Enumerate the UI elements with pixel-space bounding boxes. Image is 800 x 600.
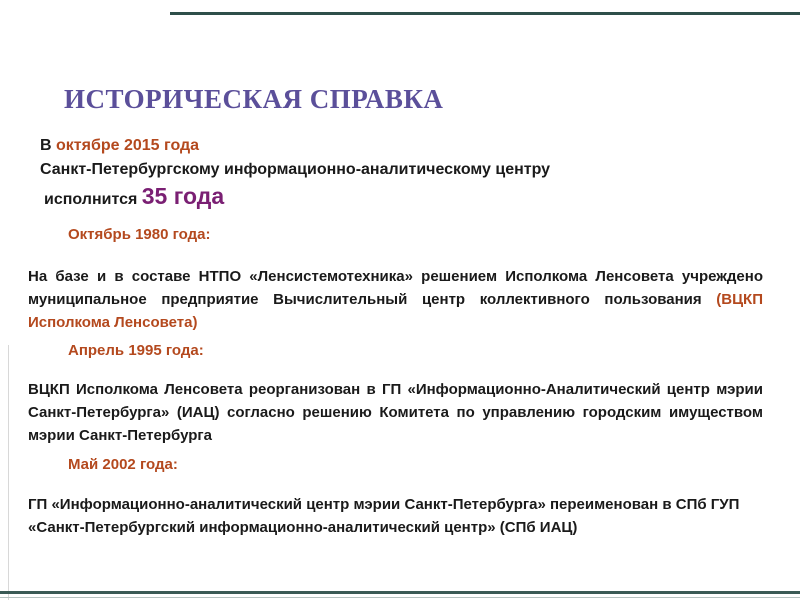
page-title: ИСТОРИЧЕСКАЯ СПРАВКА bbox=[64, 84, 444, 114]
left-divider-line bbox=[8, 345, 9, 600]
section-text-2002: ГП «Информационно-аналитический центр мэрии Санкт-Петербурга» переименован в СПб ГУП «Санкт-Петербургский информационно-аналитический центр» (СПб ИАЦ) bbox=[28, 496, 740, 536]
intro-line-3 bbox=[40, 184, 550, 212]
intro-line-3-prefix: исполнится bbox=[44, 191, 142, 208]
section-text-1980-body: На базе и в составе НТПО «Ленсистемотехника» решением Исполкома Ленсовета учреждено муниципальное предприятие Вычислительный центр коллективного пользования bbox=[28, 268, 763, 308]
bottom-divider-line-thin bbox=[0, 597, 800, 598]
section-heading-1980: Октябрь 1980 года: bbox=[68, 226, 211, 243]
intro-block bbox=[40, 134, 550, 212]
bottom-divider-line bbox=[0, 591, 800, 594]
intro-line-2: Санкт-Петербургскому информационно-аналитическому центру bbox=[40, 161, 551, 178]
intro-line-1-prefix: В bbox=[40, 137, 56, 154]
anniversary-years: 35 года bbox=[141, 183, 225, 209]
intro-line-1 bbox=[40, 134, 550, 158]
top-divider-line bbox=[170, 12, 800, 15]
intro-date: октябре 2015 года bbox=[56, 137, 200, 154]
section-heading-2002: Май 2002 года: bbox=[68, 456, 178, 473]
section-text-1980 bbox=[28, 265, 763, 334]
section-text-1980-accent: (ВЦКП Исполкома Ленсовета) bbox=[28, 291, 763, 331]
section-text-1995: ВЦКП Исполкома Ленсовета реорганизован в ГП «Информационно-Аналитический центр мэрии Санкт-Петербурга» (ИАЦ) согласно решению Комитета по управлению городским имуществом мэрии Санкт-Петербурга bbox=[28, 381, 763, 444]
section-heading-1995: Апрель 1995 года: bbox=[68, 342, 204, 359]
